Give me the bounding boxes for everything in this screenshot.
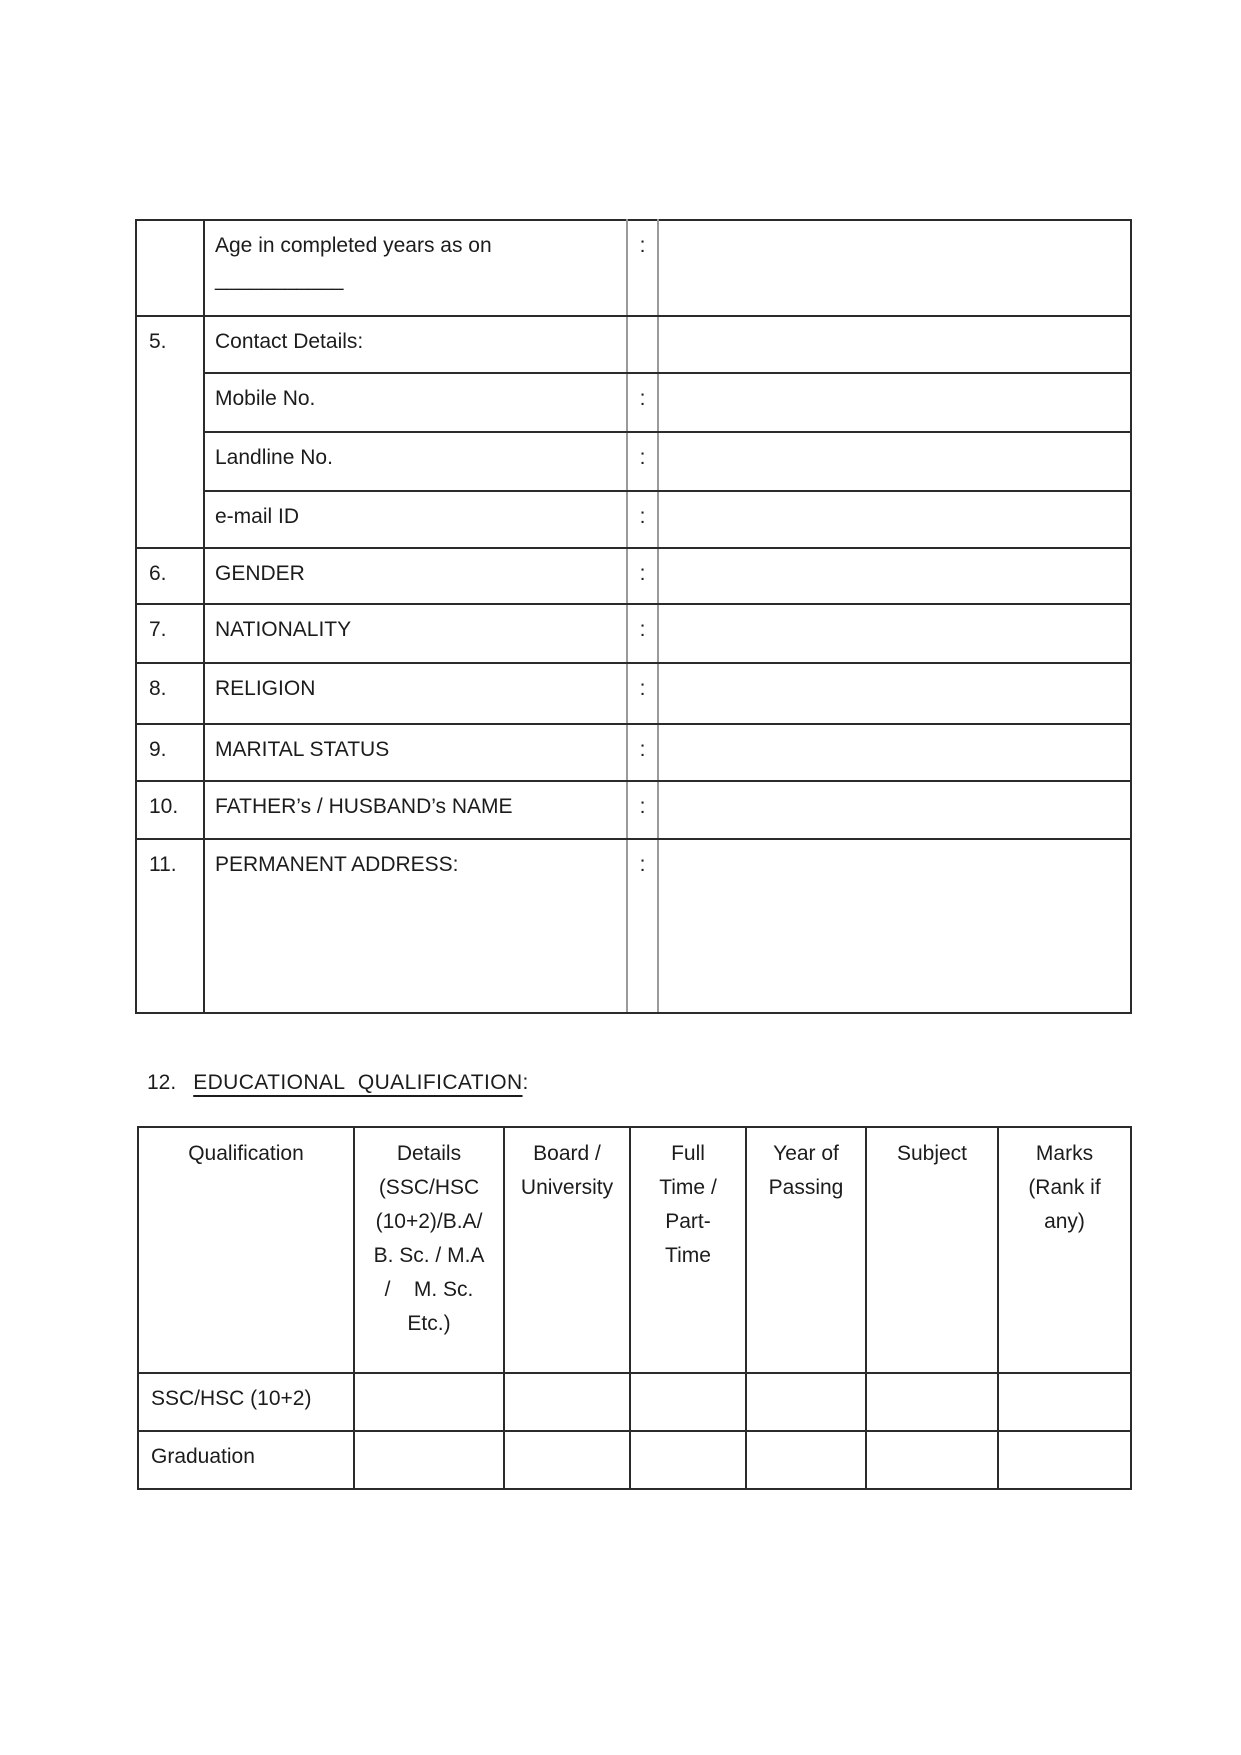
value-cell	[658, 724, 1131, 781]
value-cell	[746, 1373, 866, 1431]
colon-separator: :	[627, 604, 658, 663]
table-row	[136, 724, 1131, 781]
field-label: MARITAL STATUS	[204, 724, 627, 781]
row-number: 7.	[136, 604, 204, 663]
column-header-qualification	[138, 1127, 354, 1373]
column-header-year-of-passing	[746, 1127, 866, 1373]
table-row	[138, 1431, 1131, 1489]
field-label: Contact Details:	[204, 316, 627, 373]
colon-separator: :	[627, 781, 658, 839]
table-row	[136, 839, 1131, 1013]
value-cell	[658, 432, 1131, 491]
row-number: 11.	[136, 839, 204, 1013]
header-line: (SSC/HSC	[378, 1176, 480, 1199]
field-label: RELIGION	[204, 663, 627, 724]
table-row	[136, 491, 1131, 548]
value-cell	[658, 663, 1131, 724]
colon-separator: :	[627, 663, 658, 724]
table-row	[136, 316, 1131, 373]
value-cell	[866, 1373, 998, 1431]
header-line: Passing	[768, 1176, 844, 1199]
value-cell	[658, 373, 1131, 432]
column-header-marks	[998, 1127, 1131, 1373]
colon-separator: :	[627, 432, 658, 491]
field-label: Mobile No.	[204, 373, 627, 432]
qualification-cell: Graduation	[138, 1431, 354, 1489]
header-line: Time /	[659, 1176, 717, 1199]
field-label	[204, 220, 627, 316]
educational-qualification-table	[137, 1126, 1132, 1490]
value-cell	[658, 220, 1131, 316]
header-line: University	[520, 1176, 614, 1199]
column-header-subject	[866, 1127, 998, 1373]
colon-separator: :	[627, 839, 658, 1013]
column-header-full-part-time	[630, 1127, 746, 1373]
header-line: Board /	[533, 1142, 601, 1165]
section-title-colon: :	[522, 1071, 529, 1094]
field-label: FATHER’s / HUSBAND’s NAME	[204, 781, 627, 839]
value-cell	[354, 1431, 504, 1489]
value-cell	[658, 781, 1131, 839]
row-number: 5.	[136, 316, 204, 548]
row-number: 8.	[136, 663, 204, 724]
header-line: Qualification	[188, 1142, 304, 1165]
colon-separator: :	[627, 491, 658, 548]
header-line: Time	[665, 1244, 711, 1267]
header-line: B. Sc. / M.A	[373, 1244, 485, 1267]
section-title: EDUCATIONAL QUALIFICATION	[193, 1071, 523, 1094]
header-line: Marks	[1035, 1142, 1094, 1165]
table-row	[136, 781, 1131, 839]
field-label-line: Age in completed years as on	[215, 234, 492, 257]
table-row	[136, 373, 1131, 432]
section-heading	[147, 1066, 528, 1100]
value-cell	[658, 839, 1131, 1013]
value-cell	[658, 604, 1131, 663]
colon-separator: :	[627, 220, 658, 316]
column-header-details	[354, 1127, 504, 1373]
header-line: any)	[1044, 1210, 1085, 1233]
field-label: NATIONALITY	[204, 604, 627, 663]
value-cell	[998, 1373, 1131, 1431]
row-number: 9.	[136, 724, 204, 781]
value-cell	[630, 1431, 746, 1489]
value-cell	[630, 1373, 746, 1431]
table-row	[136, 432, 1131, 491]
table-row	[138, 1373, 1131, 1431]
value-cell	[866, 1431, 998, 1489]
value-cell	[658, 491, 1131, 548]
row-number: 6.	[136, 548, 204, 604]
field-label: e-mail ID	[204, 491, 627, 548]
column-header-board-university	[504, 1127, 630, 1373]
value-cell	[504, 1373, 630, 1431]
header-line: / M. Sc.	[384, 1278, 474, 1301]
field-label: PERMANENT ADDRESS:	[204, 839, 627, 1013]
value-cell	[998, 1431, 1131, 1489]
colon-separator	[627, 316, 658, 373]
header-line: Year of	[773, 1142, 839, 1165]
header-line: (Rank if	[1028, 1176, 1101, 1199]
section-number: 12.	[147, 1071, 177, 1094]
field-label: GENDER	[204, 548, 627, 604]
row-number: 10.	[136, 781, 204, 839]
header-line: Details	[396, 1142, 462, 1165]
header-line: Full	[671, 1142, 705, 1165]
header-row	[138, 1127, 1131, 1373]
value-cell	[658, 548, 1131, 604]
qualification-cell: SSC/HSC (10+2)	[138, 1373, 354, 1431]
colon-separator: :	[627, 724, 658, 781]
value-cell	[746, 1431, 866, 1489]
table-row	[136, 220, 1131, 316]
personal-details-table	[135, 219, 1132, 1014]
row-number	[136, 220, 204, 316]
header-line: Part-	[665, 1210, 711, 1233]
value-cell	[504, 1431, 630, 1489]
header-line: Etc.)	[407, 1312, 451, 1335]
header-line: Subject	[896, 1142, 968, 1165]
fill-in-blank-line: ___________	[215, 268, 344, 291]
table-row	[136, 604, 1131, 663]
header-line: (10+2)/B.A/	[375, 1210, 483, 1233]
value-cell	[658, 316, 1131, 373]
colon-separator: :	[627, 373, 658, 432]
table-row	[136, 663, 1131, 724]
field-label: Landline No.	[204, 432, 627, 491]
table-row	[136, 548, 1131, 604]
colon-separator: :	[627, 548, 658, 604]
value-cell	[354, 1373, 504, 1431]
